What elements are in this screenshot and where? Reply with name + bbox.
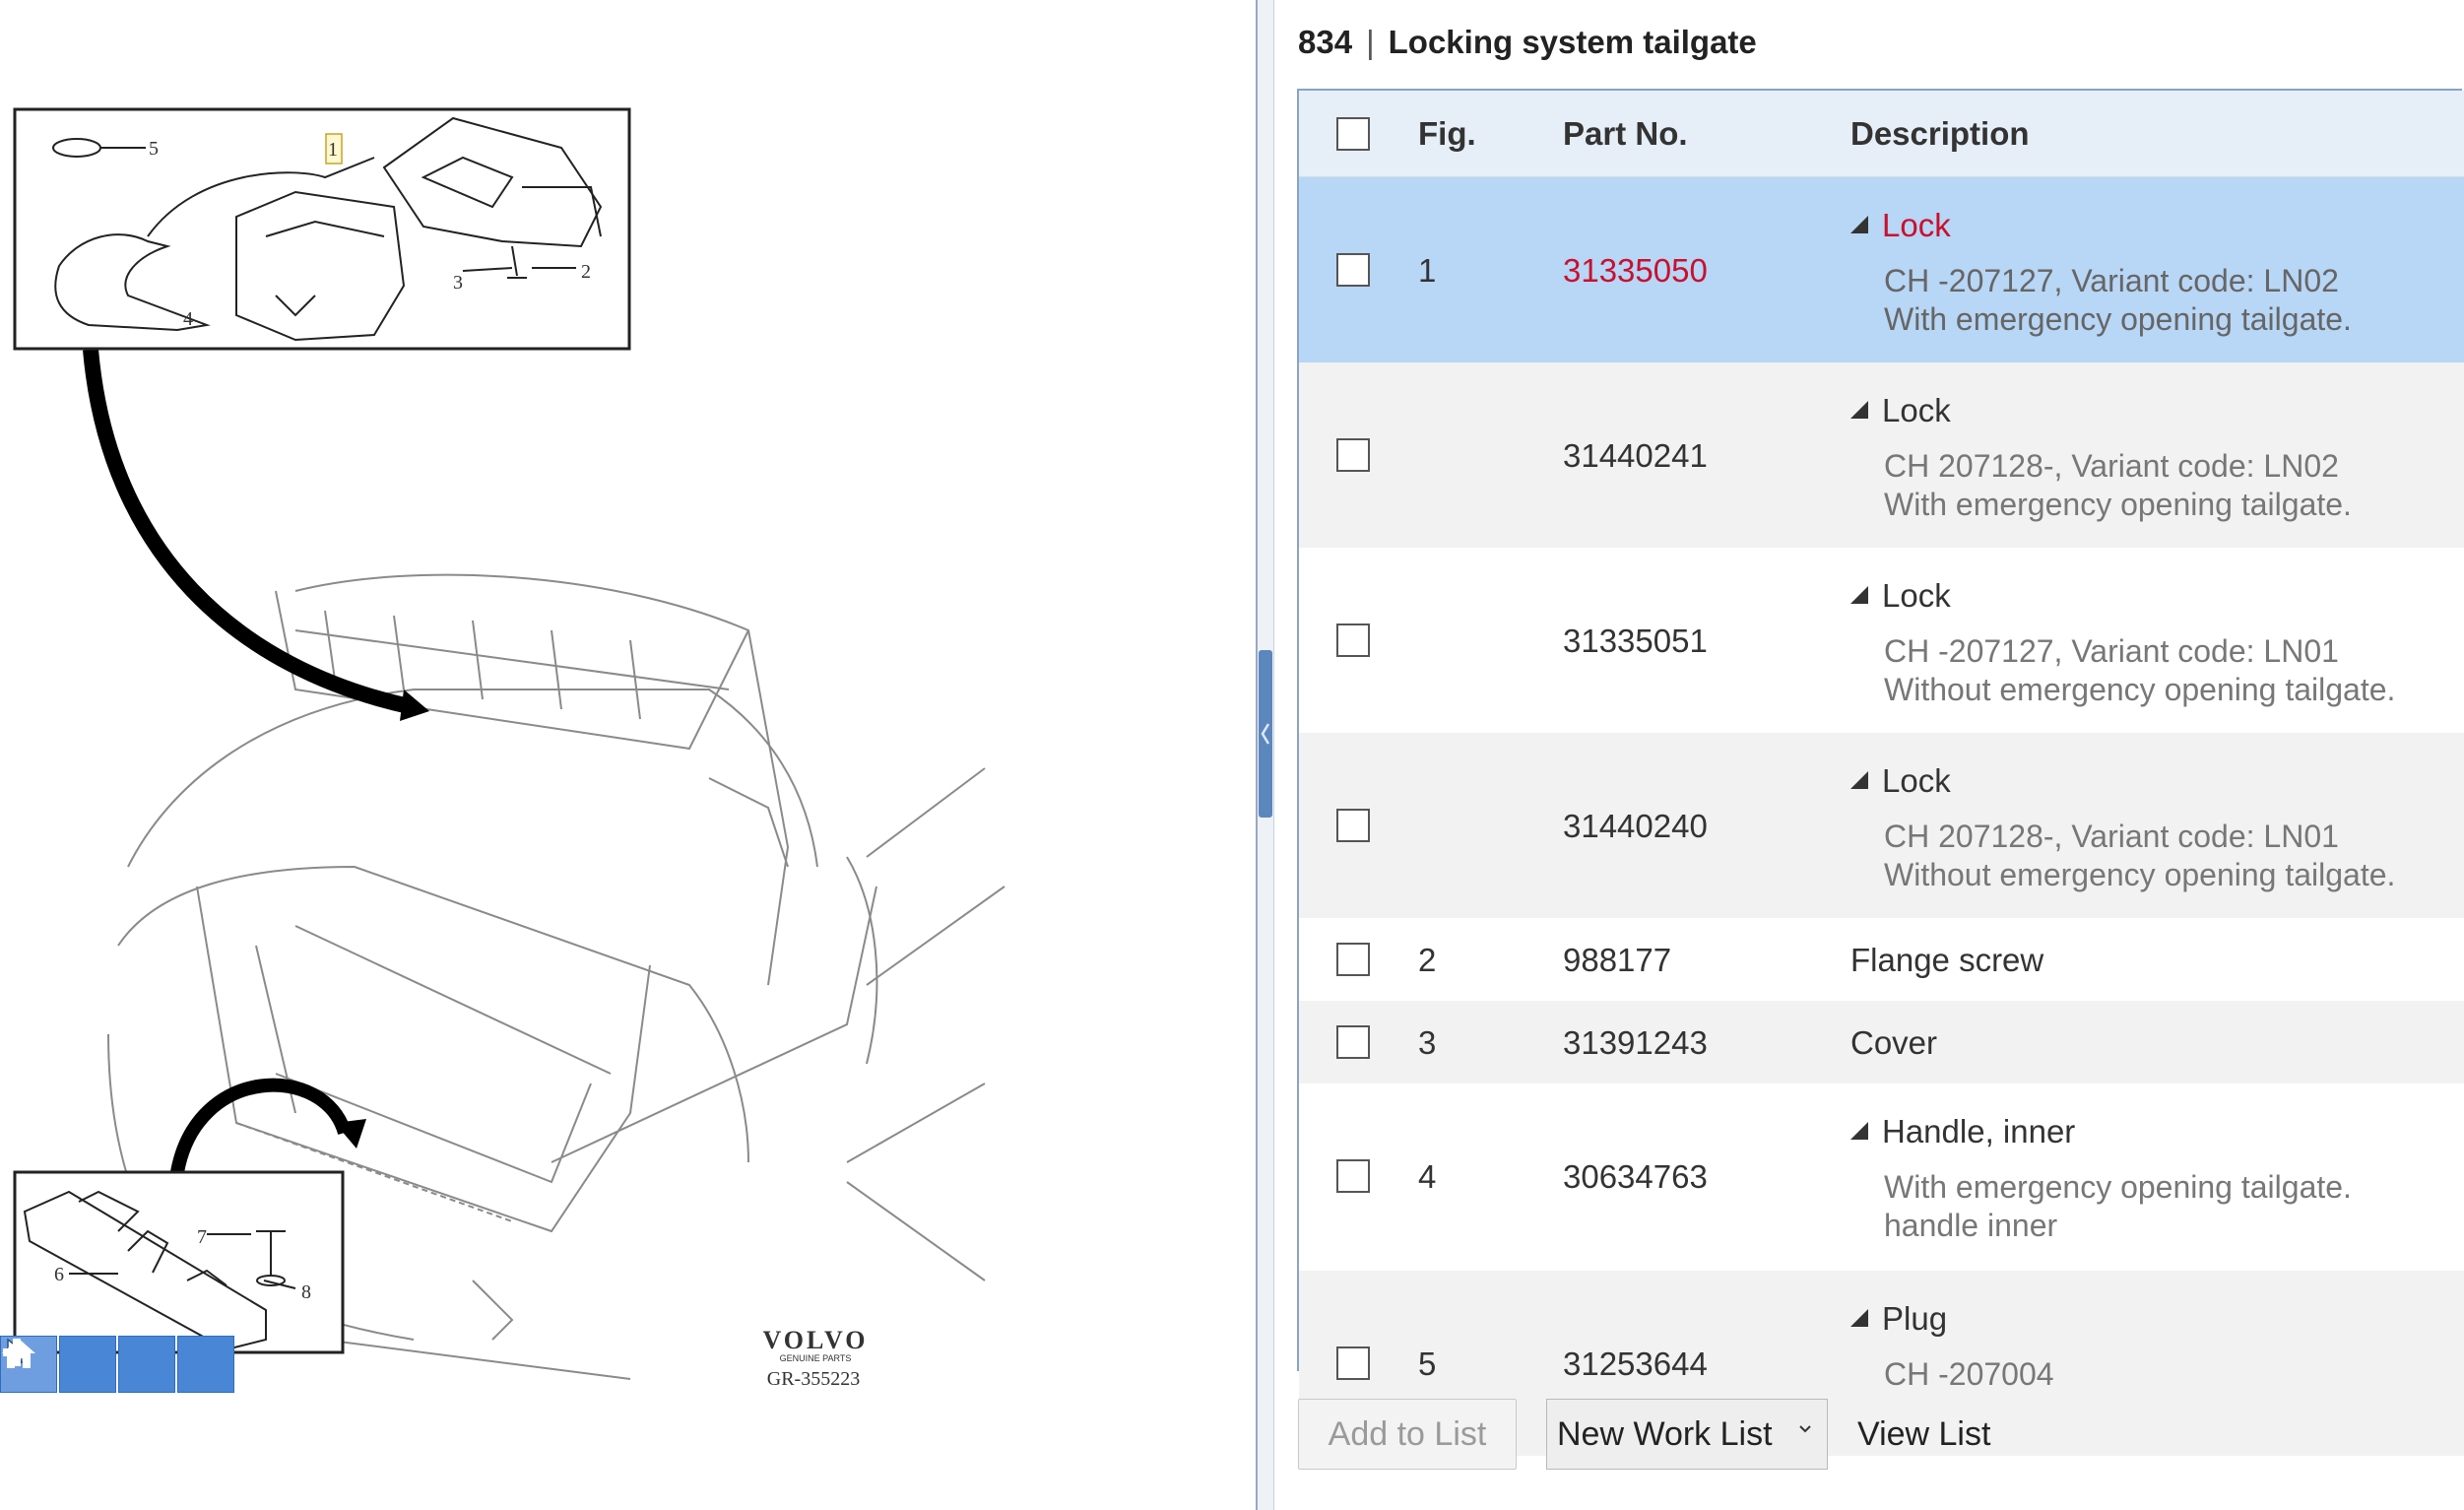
row-note: Without emergency opening tailgate. xyxy=(1884,857,2396,892)
collapse-triangle-icon[interactable] xyxy=(1850,586,1868,604)
row-fig: 5 xyxy=(1418,1346,1437,1382)
table-row[interactable] xyxy=(1299,548,2464,733)
parts-list-pane xyxy=(1274,0,2462,1510)
row-description-title[interactable]: Lock xyxy=(1850,392,1951,429)
collapse-panel-handle[interactable] xyxy=(1259,650,1272,818)
table-header xyxy=(1299,91,2464,177)
zoom-out-button[interactable] xyxy=(118,1336,175,1393)
table-row[interactable] xyxy=(1299,918,2464,1001)
row-note: handle inner xyxy=(1884,1208,2058,1243)
row-checkbox[interactable] xyxy=(1336,438,1370,472)
collapse-triangle-icon[interactable] xyxy=(1850,1309,1868,1327)
group-header xyxy=(1298,24,1757,61)
row-checkbox[interactable] xyxy=(1336,1159,1370,1193)
group-title: Locking system tailgate xyxy=(1388,24,1757,60)
svg-text:1: 1 xyxy=(328,139,338,161)
row-fig: 4 xyxy=(1418,1158,1437,1195)
row-part-no[interactable]: 31440241 xyxy=(1563,437,1708,474)
header-description[interactable]: Description xyxy=(1850,115,2030,152)
collapse-triangle-icon[interactable] xyxy=(1850,1122,1868,1140)
volvo-logo: VOLVO xyxy=(762,1326,869,1354)
row-part-no[interactable]: 31440240 xyxy=(1563,808,1708,844)
chevron-left-icon xyxy=(1261,721,1270,747)
row-description-title[interactable]: Handle, inner xyxy=(1850,1113,2075,1150)
collapse-triangle-icon[interactable] xyxy=(1850,401,1868,419)
svg-text:6: 6 xyxy=(54,1264,64,1285)
row-part-no[interactable]: 31391243 xyxy=(1563,1024,1708,1061)
row-description-title[interactable]: Flange screw xyxy=(1850,942,2044,978)
row-description-title[interactable]: Cover xyxy=(1850,1024,1938,1061)
svg-text:7: 7 xyxy=(197,1226,207,1248)
row-note: With emergency opening tailgate. xyxy=(1884,487,2352,522)
row-fig: 3 xyxy=(1418,1024,1437,1061)
row-note: CH -207127, Variant code: LN02 xyxy=(1884,263,2339,298)
collapse-triangle-icon[interactable] xyxy=(1850,771,1868,789)
table-row[interactable] xyxy=(1299,733,2464,918)
home-icon xyxy=(0,1336,37,1371)
svg-text:3: 3 xyxy=(453,272,463,294)
row-checkbox[interactable] xyxy=(1336,624,1370,657)
row-note: Without emergency opening tailgate. xyxy=(1884,672,2396,707)
row-checkbox[interactable] xyxy=(1336,253,1370,287)
collapse-triangle-icon[interactable] xyxy=(1850,216,1868,233)
parts-table[interactable] xyxy=(1297,89,2462,1392)
header-part-no[interactable]: Part No. xyxy=(1563,115,1688,152)
row-part-no[interactable]: 30634763 xyxy=(1563,1158,1708,1195)
row-description-title[interactable]: Lock xyxy=(1850,207,1951,244)
view-list-link[interactable]: View List xyxy=(1857,1414,1991,1453)
table-row[interactable] xyxy=(1299,1083,2464,1271)
diagram-zoom-toolbar xyxy=(0,1336,234,1393)
svg-text:2: 2 xyxy=(581,261,591,283)
row-part-no[interactable]: 31253644 xyxy=(1563,1346,1708,1382)
callout-5: 5 xyxy=(149,138,159,160)
row-description-title[interactable]: Lock xyxy=(1850,577,1951,615)
row-checkbox[interactable] xyxy=(1336,1346,1370,1380)
row-checkbox[interactable] xyxy=(1336,809,1370,842)
row-description-title[interactable]: Lock xyxy=(1850,762,1951,800)
row-note: CH 207128-, Variant code: LN02 xyxy=(1884,448,2339,484)
row-note: CH -207004 xyxy=(1884,1356,2054,1392)
table-row[interactable] xyxy=(1299,362,2464,548)
row-note: CH 207128-, Variant code: LN01 xyxy=(1884,819,2339,854)
work-list-label: New Work List xyxy=(1557,1414,1773,1453)
header-fig[interactable]: Fig. xyxy=(1418,115,1476,152)
row-checkbox[interactable] xyxy=(1336,1025,1370,1059)
row-checkbox[interactable] xyxy=(1336,943,1370,976)
row-part-no[interactable]: 31335050 xyxy=(1563,252,1708,289)
svg-text:8: 8 xyxy=(301,1281,311,1303)
row-part-no[interactable]: 31335051 xyxy=(1563,623,1708,659)
home-view-button[interactable] xyxy=(177,1336,234,1393)
row-fig: 1 xyxy=(1418,252,1437,289)
svg-text:4: 4 xyxy=(183,308,193,330)
zoom-in-button[interactable] xyxy=(59,1336,116,1393)
select-all-checkbox[interactable] xyxy=(1336,117,1370,151)
group-separator: | xyxy=(1366,24,1375,60)
svg-text:GENUINE PARTS: GENUINE PARTS xyxy=(779,1353,852,1363)
row-description-title[interactable]: Plug xyxy=(1850,1300,1947,1338)
row-note: With emergency opening tailgate. xyxy=(1884,1169,2352,1205)
svg-text:GR-355223: GR-355223 xyxy=(766,1368,861,1390)
row-note: CH -207127, Variant code: LN01 xyxy=(1884,633,2339,669)
add-to-list-button[interactable]: Add to List xyxy=(1298,1399,1517,1470)
new-work-list-dropdown[interactable] xyxy=(1546,1399,1828,1470)
table-row[interactable] xyxy=(1299,177,2464,362)
row-fig: 2 xyxy=(1418,942,1437,978)
group-number: 834 xyxy=(1298,24,1353,60)
chevron-down-icon xyxy=(1797,1421,1813,1437)
table-row[interactable] xyxy=(1299,1001,2464,1083)
row-part-no[interactable]: 988177 xyxy=(1563,942,1672,978)
row-note: With emergency opening tailgate. xyxy=(1884,301,2352,337)
list-actions xyxy=(1298,1399,1990,1470)
